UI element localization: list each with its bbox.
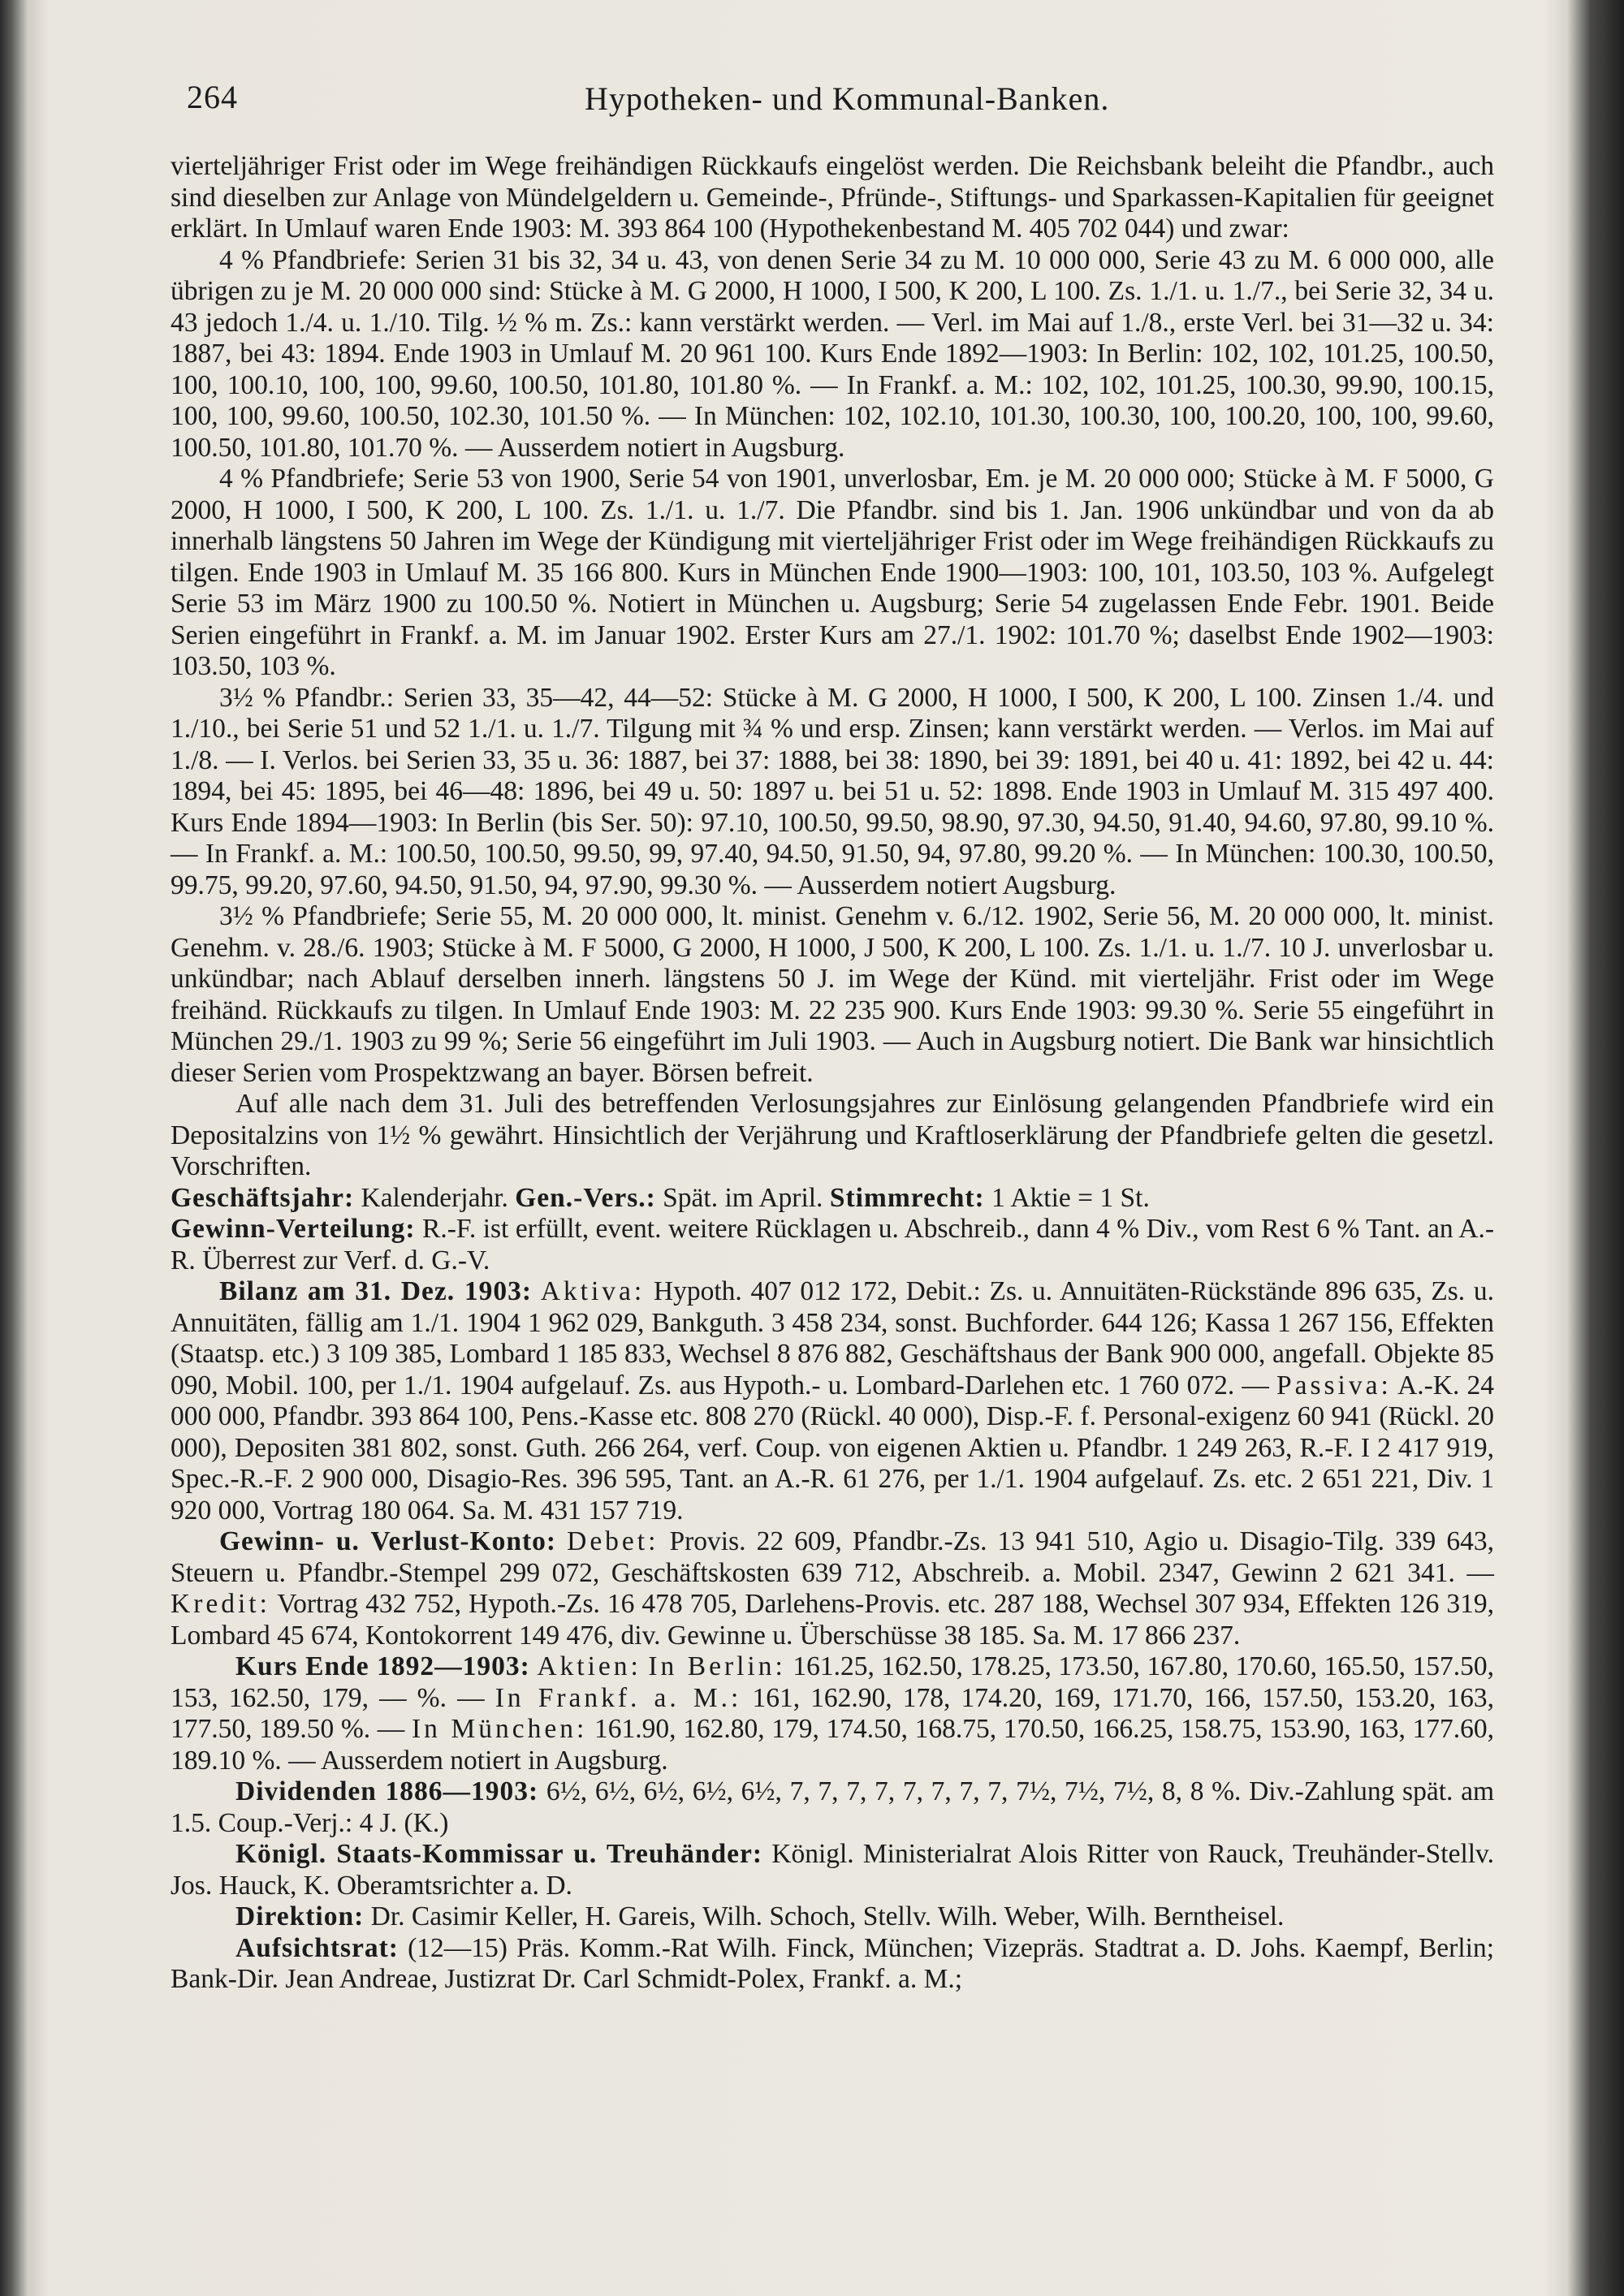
page-header-title: Hypotheken- und Kommunal-Banken. <box>585 80 1110 117</box>
section-geschaeftsjahr <box>171 1183 1494 1215</box>
section-dividenden <box>171 1776 1494 1839</box>
kurs-berlin-text: 161.25, 162.50, 178.25, 173.50, 167.80, 170.60, 165.50, 157.50, 153, 162.50, 179, — %. — <box>171 1651 1495 1713</box>
geschaeftsjahr-text: Kalenderjahr. <box>361 1182 508 1213</box>
gen-vers-text: Spät. im April. <box>663 1182 823 1213</box>
geschaeftsjahr-label: Geschäftsjahr: <box>171 1182 355 1213</box>
section-bilanz <box>171 1276 1494 1526</box>
bilanz-passiva-text: A.-K. 24 000 000, Pfandbr. 393 864 100, Pens.-Kasse etc. 808 270 (Rückl. 40 000), Disp.-F. f. Personal-exigenz 60 941 (Rückl. 20 000), Depositen 381 802, sonst. Guth. 266 264, verf. Coup. von eigenen Aktien u. Pfandbr. 1 249 263, R.-F. I 2 417 919, Spec.-R.-F. 2 900 000, Disagio-Res. 396 595, Tant. an A.-R. 61 276, per 1./1. 1904 aufgelauf. Zs. etc. 2 651 221, Div. 1 920 000, Vortrag 180 064. Sa. M. 431 157 719. <box>171 1370 1495 1526</box>
bilanz-aktiva-text: Hypoth. 407 012 172, Debit.: Zs. u. Annuitäten-Rückstände 896 635, Zs. u. Annuitäten, fällig am 1./1. 1904 1 962 029, Bankguth. 3 458 234, sonst. Buchforder. 644 126; Kassa 1 267 156, Effekten (Staatsp. etc.) 3 109 385, Lombard 1 185 833, Wechsel 8 876 882, Geschäftshaus der Bank 900 000, angefall. Objekte 85 090, Mobil. 100, per 1./1. 1904 aufgelauf. Zs. aus Hypoth.- u. Lombard-Darlehen etc. 1 760 072. — <box>171 1276 1495 1400</box>
guv-kredit-label: Kredit: <box>171 1589 270 1619</box>
paragraph-4pct-pfandbriefe-serie-53: 4 % Pfandbriefe; Serie 53 von 1900, Serie 54 von 1901, unverlosbar, Em. je M. 20 000 000; Stücke à M. F 5000, G 2000, H 1000, I 500, K 200, L 100. Zs. 1./1. u. 1./7. Die Pfandbr. sind bis 1. Jan. 1906 unkündbar und von da ab innerhalb längstens 50 Jahren im Wege der Kündigung mit vierteljähriger Frist oder im Wege freihändigen Rückkaufs zu tilgen. Ende 1903 in Umlauf M. 35 166 800. Kurs in München Ende 1900—1903: 100, 101, 103.50, 103 %. Aufgelegt Serie 53 im März 1900 zu 100.50 %. Notiert in München u. Augsburg; Serie 54 zugelassen Ende Febr. 1901. Beide Serien eingeführt in Frankf. a. M. im Januar 1902. Erster Kurs am 27./1. 1902: 101.70 %; daselbst Ende 1902—1903: 103.50, 103 %. <box>171 464 1494 681</box>
guv-debet-label: Debet: <box>567 1526 659 1556</box>
direktion-label: Direktion: <box>235 1901 365 1931</box>
page-number: 264 <box>187 79 238 115</box>
gen-vers-label: Gen.-Vers.: <box>515 1182 656 1213</box>
aufsichtsrat-text: (12—15) Präs. Komm.-Rat Wilh. Finck, München; Vizepräs. Stadtrat a. D. Johs. Kaempf, Berlin; Bank-Dir. Jean Andreae, Justizrat Dr. Carl Schmidt-Polex, Frankf. a. M.; <box>171 1932 1495 1994</box>
staatskommissar-text: Königl. Ministerialrat Alois Ritter von Rauck, Treuhänder-Stellv. Jos. Hauck, K. Oberamtsrichter a. D. <box>171 1839 1495 1901</box>
section-staatskommissar <box>171 1839 1494 1901</box>
kurs-frankf-label: In Frankf. a. M.: <box>495 1682 742 1713</box>
bilanz-passiva-label: Passiva: <box>1276 1370 1392 1400</box>
staatskommissar-label: Königl. Staats-Kommissar u. Treuhänder: <box>235 1839 763 1869</box>
paragraph-4pct-pfandbriefe-serien: 4 % Pfandbriefe: Serien 31 bis 32, 34 u. 43, von denen Serie 34 zu M. 10 000 000, Serie 43 zu M. 6 000 000, alle übrigen zu je M. 20 000 000 sind: Stücke à M. G 2000, H 1000, I 500, K 200, L 100. Zs. 1./1. u. 1./7., bei Serie 32, 34 u. 43 jedoch 1./4. u. 1./10. Tilg. ½ % m. Zs.: kann verstärkt werden. — Verl. im Mai auf 1./8., erste Verl. bei 31—32 u. 34: 1887, bei 43: 1894. Ende 1903 in Umlauf M. 20 961 100. Kurs Ende 1892—1903: In Berlin: 102, 102, 101.25, 100.50, 100, 100.10, 100, 100, 99.60, 100.50, 101.80, 101.80 %. — In Frankf. a. M.: 102, 102, 101.25, 100.30, 99.90, 100.15, 100, 100, 99.60, 100.50, 102.30, 101.50 %. — In München: 102, 102.10, 101.30, 100.30, 100, 100.20, 100, 100, 99.60, 100.50, 101.80, 101.70 %. — Ausserdem notiert in Augsburg. <box>171 244 1494 463</box>
paragraph-frist: vierteljähriger Frist oder im Wege freihändigen Rückkaufs eingelöst werden. Die Reichsbank beleiht die Pfandbr., auch sind dieselben zur Anlage von Mündelgeldern u. Gemeinde-, Pfründe-, Stiftungs- und Sparkassen-Kapitalien für geeignet erklärt. In Umlauf waren Ende 1903: M. 393 864 100 (Hypothekenbestand M. 405 702 044) und zwar: <box>171 151 1494 244</box>
direktion-text: Dr. Casimir Keller, H. Gareis, Wilh. Schoch, Stellv. Wilh. Weber, Wilh. Berntheisel. <box>370 1901 1285 1931</box>
aufsichtsrat-label: Aufsichtsrat: <box>235 1932 399 1963</box>
bilanz-aktiva-label: Aktiva: <box>540 1276 646 1306</box>
stimmrecht-label: Stimmrecht: <box>829 1182 985 1213</box>
section-aufsichtsrat <box>171 1933 1494 1996</box>
kurs-berlin-label: In Berlin: <box>648 1651 786 1681</box>
kurs-muenchen-text: 161.90, 162.80, 179, 174.50, 168.75, 170.50, 166.25, 158.75, 153.90, 163, 177.60, 189.10 %. — Ausserdem notiert in Augsburg. <box>171 1714 1495 1776</box>
body-text <box>171 151 1494 1996</box>
gewinn-verteilung-text: R.-F. ist erfüllt, event. weitere Rücklagen u. Abschreib., dann 4 % Div., vom Rest 6 % Tant. an A.-R. Überrest zur Verf. d. G.-V. <box>171 1214 1495 1275</box>
book-spine-edge <box>1590 0 1624 2296</box>
kurs-aktien-label: Aktien: <box>537 1651 641 1681</box>
section-gewinn-verteilung <box>171 1214 1494 1276</box>
guv-debet-text: Provis. 22 609, Pfandbr.-Zs. 13 941 510, Agio u. Disagio-Tilg. 339 643, Steuern u. Pfandbr.-Stempel 299 072, Geschäftskosten 639 712, Abschreib. a. Mobil. 2347, Gewinn 2 621 341. — <box>171 1526 1495 1588</box>
paragraph-depositalzins: Auf alle nach dem 31. Juli des betreffenden Verlosungsjahres zur Einlösung gelangenden Pfandbriefe wird ein Depositalzins von 1½ % gewährt. Hinsichtlich der Verjährung und Kraftloserklärung der Pfandbriefe gelten die gesetzl. Vorschriften. <box>171 1089 1494 1181</box>
dividenden-label: Dividenden 1886—1903: <box>235 1776 539 1806</box>
guv-label: Gewinn- u. Verlust-Konto: <box>219 1526 557 1556</box>
guv-kredit-text: Vortrag 432 752, Hypoth.-Zs. 16 478 705, Darlehens-Provis. etc. 287 188, Wechsel 307 934, Effekten 126 319, Lombard 45 674, Kontokorrent 149 476, div. Gewinne u. Überschüsse 38 185. Sa. M. 17 866 237. <box>171 1589 1494 1651</box>
section-direktion <box>171 1901 1494 1933</box>
kurs-muenchen-label: In München: <box>411 1714 588 1744</box>
gewinn-verteilung-label: Gewinn-Verteilung: <box>171 1214 416 1244</box>
kurs-frankf-text: 161, 162.90, 178, 174.20, 169, 171.70, 166, 157.50, 153.20, 163, 177.50, 189.50 %. — <box>171 1682 1495 1744</box>
paragraph-3-5pct-pfandbr-serien: 3½ % Pfandbr.: Serien 33, 35—42, 44—52: Stücke à M. G 2000, H 1000, I 500, K 200, L 100. Zinsen 1./4. und 1./10., bei Serie 51 und 52 1./1. u. 1./7. Tilgung mit ¾ % und ersp. Zinsen; kann verstärkt werden. — Verlos. im Mai auf 1./8. — I. Verlos. bei Serien 33, 35 u. 36: 1887, bei 37: 1888, bei 38: 1890, bei 39: 1891, bei 40 u. 41: 1892, bei 42 u. 44: 1894, bei 45: 1895, bei 46—48: 1896, bei 49 u. 50: 1897 u. bei 51 u. 52: 1898. Ende 1903 in Umlauf M. 315 497 400. Kurs Ende 1894—1903: In Berlin (bis Ser. 50): 97.10, 100.50, 99.50, 98.90, 97.30, 94.50, 91.40, 94.60, 97.80, 99.10 %. — In Frankf. a. M.: 100.50, 100.50, 99.50, 99, 97.40, 94.50, 91.50, 94, 97.80, 99.20 %. — In München: 100.30, 100.50, 99.75, 99.20, 97.60, 94.50, 91.50, 94, 97.90, 99.30 %. — Ausserdem notiert Augsburg. <box>171 682 1494 900</box>
bilanz-label: Bilanz am 31. Dez. 1903: <box>219 1276 532 1306</box>
running-head <box>187 78 1486 127</box>
section-gewinn-verlust-konto <box>171 1526 1494 1651</box>
dividenden-text: 6½, 6½, 6½, 6½, 6½, 7, 7, 7, 7, 7, 7, 7, 7, 7½, 7½, 7½, 8, 8 %. Div.-Zahlung spät. am 1.5. Coup.-Verj.: 4 J. (K.) <box>171 1776 1495 1838</box>
stimmrecht-text: 1 Aktie = 1 St. <box>991 1182 1150 1213</box>
kurs-label: Kurs Ende 1892—1903: <box>235 1651 530 1681</box>
section-kurs <box>171 1651 1494 1776</box>
paragraph-3-5pct-pfandbriefe-serie-55: 3½ % Pfandbriefe; Serie 55, M. 20 000 000, lt. minist. Genehm v. 6./12. 1902, Serie 56, M. 20 000 000, lt. minist. Genehm. v. 28./6. 1903; Stücke à M. F 5000, G 2000, H 1000, J 500, K 200, L 100. Zs. 1./1. u. 1./7. 10 J. unverlosbar u. unkündbar; nach Ablauf derselben innerh. längstens 50 J. im Wege der Künd. mit vierteljähr. Frist oder im Wege freihänd. Rückkaufs zu tilgen. In Umlauf Ende 1903: M. 22 235 900. Kurs Ende 1903: 99.30 %. Serie 55 eingeführt in München 29./1. 1903 zu 99 %; Serie 56 eingeführt im Juli 1903. — Auch in Augsburg notiert. Die Bank war hinsichtlich dieser Serien vom Prospektzwang an bayer. Börsen befreit. <box>171 901 1494 1088</box>
